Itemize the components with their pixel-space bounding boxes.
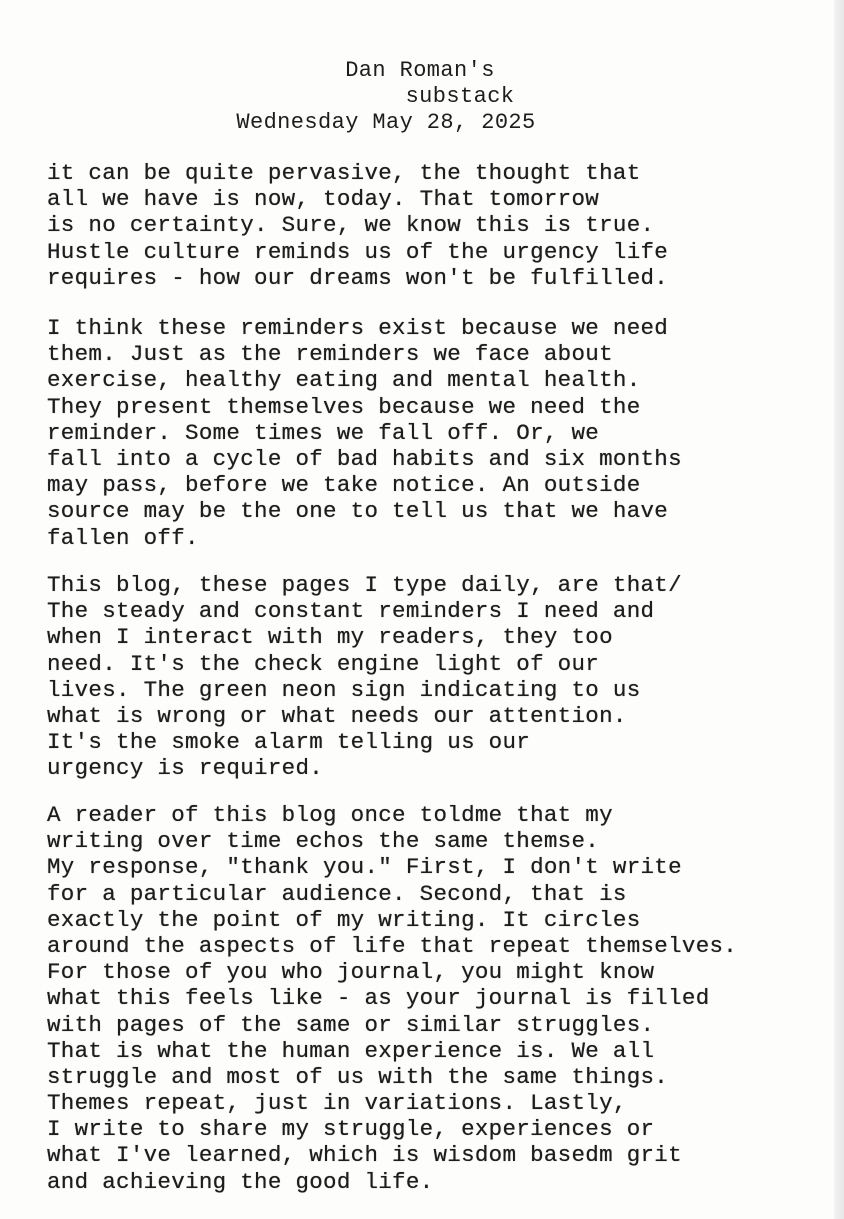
text-line: urgency is required. — [47, 755, 324, 782]
paragraph-4 — [47, 802, 827, 1195]
text-line: lives. The green neon sign indicating to us — [47, 676, 641, 703]
page-edge-shadow — [834, 0, 844, 1219]
text-line: It's the smoke alarm telling us our — [47, 729, 531, 756]
paragraph-3 — [47, 572, 827, 782]
publication-line: substack — [405, 84, 515, 109]
text-line: writing over time echos the same themse. — [47, 828, 600, 855]
text-line: all we have is now, today. That tomorrow — [47, 186, 600, 213]
text-line: requires - how our dreams won't be fulfilled. — [47, 264, 669, 291]
text-line: fallen off. — [47, 524, 199, 551]
text-line: This blog, these pages I type daily, are that/ — [47, 572, 682, 598]
text-line: what this feels like - as your journal is filled — [47, 985, 710, 1012]
text-line: is no certainty. Sure, we know this is true. — [47, 212, 655, 239]
text-line: what is wrong or what needs our attention. — [47, 702, 627, 729]
text-line: I write to share my struggle, experiences or — [47, 1116, 655, 1143]
text-line: My response, "thank you." First, I don't write — [47, 854, 682, 881]
text-line: Hustle culture reminds us of the urgency life — [47, 238, 669, 265]
text-line: struggle and most of us with the same things. — [47, 1063, 669, 1090]
text-line: reminder. Some times we fall off. Or, we — [47, 419, 600, 446]
text-line: A reader of this blog once toldme that my — [47, 802, 613, 828]
paragraph-2 — [47, 315, 827, 551]
text-line: For those of you who journal, you might know — [47, 959, 655, 986]
text-line: Themes repeat, just in variations. Lastly, — [47, 1090, 627, 1117]
text-line: with pages of the same or similar struggles. — [47, 1011, 655, 1038]
text-line: source may be the one to tell us that we have — [47, 498, 669, 525]
text-line: That is what the human experience is. We all — [47, 1037, 655, 1064]
text-line: what I've learned, which is wisdom basedm grit — [47, 1142, 682, 1169]
text-line: it can be quite pervasive, the thought that — [47, 160, 641, 186]
text-line: them. Just as the reminders we face about — [47, 341, 613, 368]
text-line: The steady and constant reminders I need and — [47, 598, 655, 625]
text-line: for a particular audience. Second, that is — [47, 880, 627, 907]
text-line: fall into a cycle of bad habits and six months — [47, 445, 682, 472]
text-line: need. It's the check engine light of our — [47, 650, 600, 677]
text-line: I think these reminders exist because we need — [47, 315, 669, 341]
text-line: when I interact with my readers, they too — [47, 624, 613, 651]
author-line: Dan Roman's — [345, 58, 495, 83]
text-line: and achieving the good life. — [47, 1168, 434, 1195]
text-line: may pass, before we take notice. An outside — [47, 472, 641, 499]
date-line: Wednesday May 28, 2025 — [236, 110, 536, 135]
text-line: exercise, healthy eating and mental health. — [47, 367, 641, 394]
text-line: exactly the point of my writing. It circles — [47, 906, 641, 933]
text-line: They present themselves because we need the — [47, 393, 641, 420]
text-line: around the aspects of life that repeat themselves. — [47, 932, 738, 959]
paragraph-1 — [47, 160, 827, 291]
